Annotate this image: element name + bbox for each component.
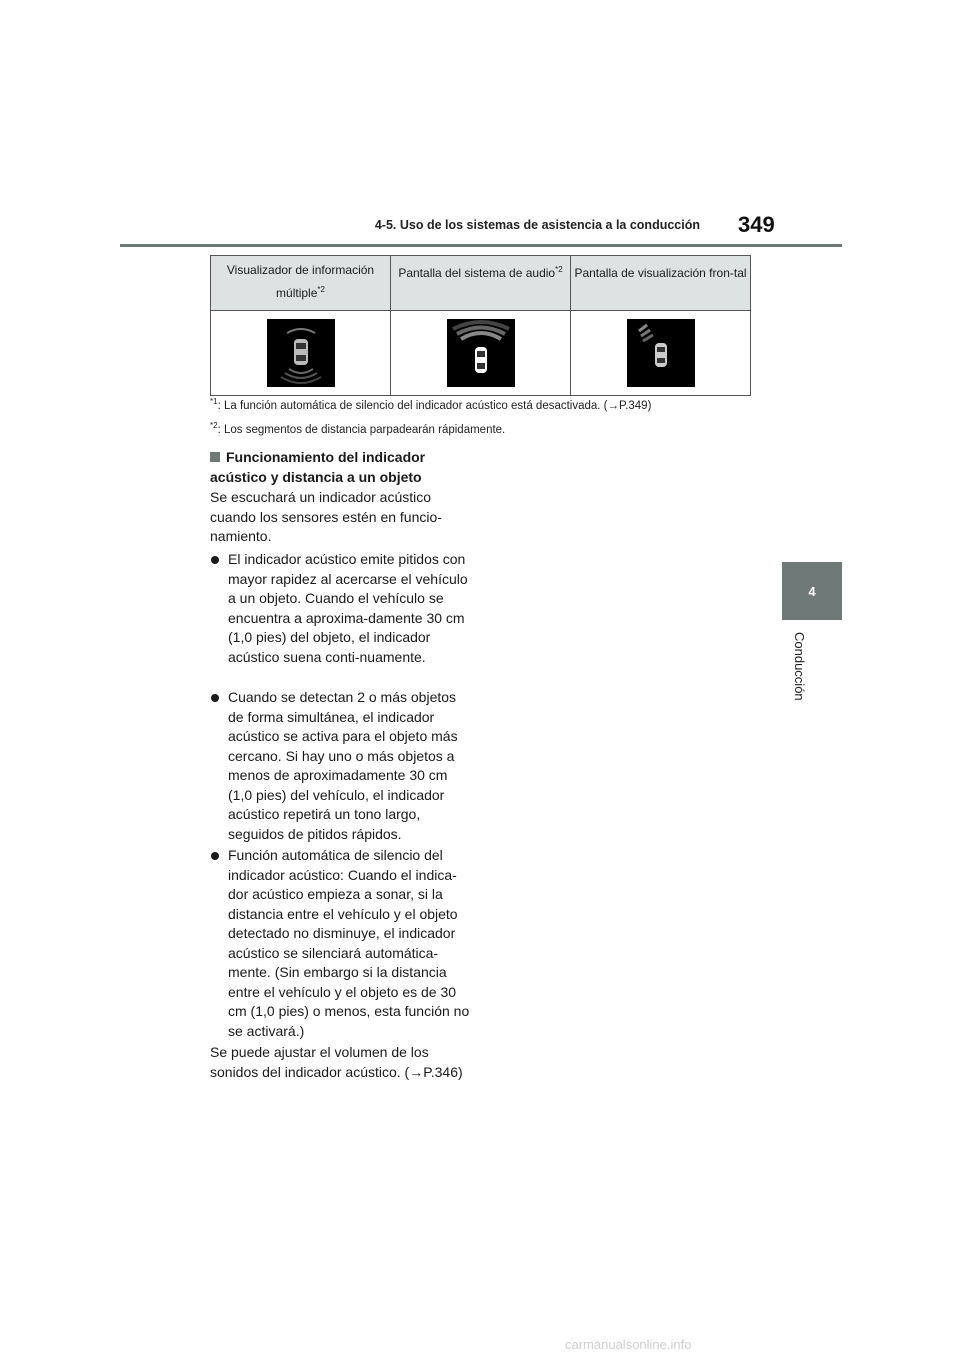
table-cell-audio bbox=[391, 311, 571, 396]
bullet-icon bbox=[211, 852, 219, 860]
chapter-label: Conducción bbox=[792, 632, 807, 701]
chapter-number: 4 bbox=[808, 583, 816, 599]
display-table bbox=[210, 255, 751, 396]
square-bullet-icon bbox=[210, 452, 220, 462]
watermark: carmanualsonline.info bbox=[565, 1337, 692, 1352]
multi-info-display-image bbox=[267, 319, 335, 387]
bullet-icon bbox=[211, 694, 219, 702]
list-item: Función automática de silencio del indicador acústico: Cuando el indica-dor acústico empieza a sonar, si la distancia entre el vehículo y el objeto detectado no disminuye, el indicador acústico se silenciará automática-mente. (Sin embargo si la distancia entre el vehículo y el objeto es de 30 cm (1,0 pies) o menos, esta función no se activará.) bbox=[228, 846, 474, 1041]
header-rule bbox=[120, 244, 842, 247]
bullet-icon bbox=[211, 556, 219, 564]
footnote-1: $^{*1}$: La función automática de silencio del indicador acústico está desactivada. (→P.349) bbox=[210, 397, 652, 412]
table-cell-hud bbox=[571, 311, 751, 396]
section-title: Funcionamiento del indicador acústico y distancia a un objeto bbox=[210, 449, 426, 485]
chapter-tab[interactable] bbox=[782, 562, 842, 620]
table-header-hud: Pantalla de visualización fron-tal bbox=[571, 256, 751, 311]
audio-display-image bbox=[447, 319, 515, 387]
outro-paragraph: Se puede ajustar el volumen de los sonidos del indicador acústico. (→P.346) bbox=[210, 1044, 463, 1080]
table-header-audio: Pantalla del sistema de audio$^{*2}$ bbox=[391, 256, 571, 311]
footnote-2: $^{*2}$: Los segmentos de distancia parpadearán rápidamente. bbox=[210, 421, 506, 436]
table-header-multi-info: Visualizador de información múltiple$^{*2}$ bbox=[211, 256, 391, 311]
hud-display-image bbox=[627, 319, 695, 387]
intro-paragraph: Se escuchará un indicador acústico cuando los sensores estén en funcio-namiento. bbox=[210, 489, 442, 544]
list-item: Cuando se detectan 2 o más objetos de forma simultánea, el indicador acústico se activa para el objeto más cercano. Si hay uno o más objetos a menos de aproximadamente 30 cm (1,0 pies) del vehículo, el indicador acústico repetirá un tono largo, seguidos de pitidos rápidos. bbox=[228, 688, 474, 844]
section-header: 4-5. Uso de los sistemas de asistencia a la conducción bbox=[374, 218, 700, 232]
list-item: El indicador acústico emite pitidos con mayor rapidez al acercarse el vehículo a un objeto. Cuando el vehículo se encuentra a aproxima-damente 30 cm (1,0 pies) del objeto, el indicador acústico suena conti-nuamente. bbox=[228, 550, 474, 667]
page-number: 349 bbox=[738, 212, 775, 237]
table-cell-multi-info bbox=[211, 311, 391, 396]
